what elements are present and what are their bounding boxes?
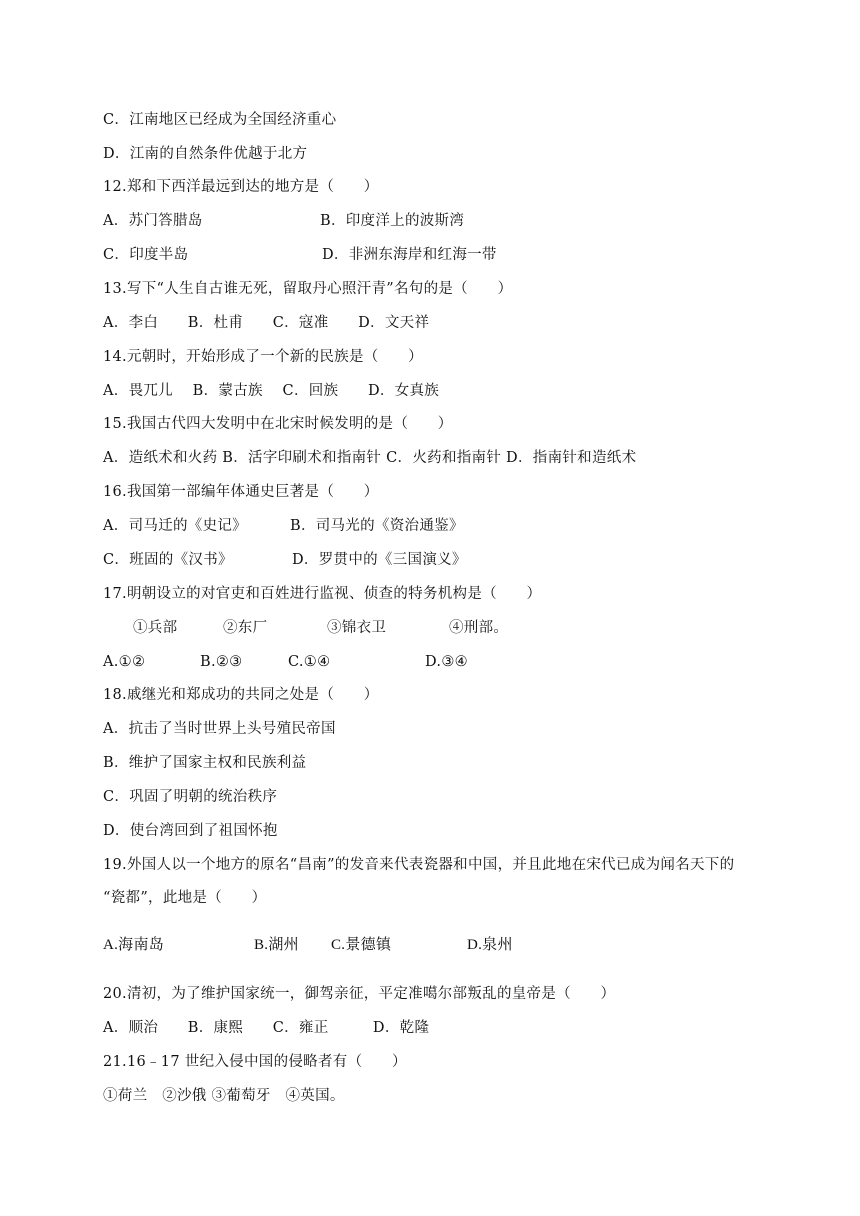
- q12-option-d: D．非洲东海岸和红海一带: [322, 247, 497, 263]
- q17-question: 17.明朝设立的对官吏和百姓进行监视、侦查的特务机构是（ ）: [103, 586, 542, 602]
- q11-option-c: C．江南地区已经成为全国经济重心: [103, 112, 337, 128]
- q13-question: 13.写下“人生自古谁无死，留取丹心照汗青”名句的是（ ）: [103, 281, 513, 297]
- q17-item-2: ②东厂: [223, 620, 268, 636]
- q15-options: A．造纸术和火药 B．活字印刷术和指南针 C．火药和指南针 D．指南针和造纸术: [103, 450, 637, 466]
- q12-option-b: B．印度洋上的波斯湾: [320, 213, 465, 229]
- q18-option-a: A．抗击了当时世界上头号殖民帝国: [103, 721, 336, 737]
- q18-option-d: D．使台湾回到了祖国怀抱: [103, 823, 278, 839]
- q16-option-b: B．司马光的《资治通鉴》: [290, 518, 464, 534]
- q14-question: 14.元朝时，开始形成了一个新的民族是（ ）: [103, 349, 423, 365]
- q16-option-d: D．罗贯中的《三国演义》: [292, 552, 467, 568]
- q19-option-d: D.泉州: [467, 937, 513, 953]
- q17-item-1: ①兵部: [133, 620, 178, 636]
- q16-option-c: C．班固的《汉书》: [103, 552, 233, 568]
- q19-question-line-2: “瓷都”，此地是（ ）: [103, 890, 267, 906]
- q19-option-a: A.海南岛: [103, 937, 165, 953]
- q21-question: 21.16﹣17 世纪入侵中国的侵略者有（ ）: [103, 1054, 407, 1070]
- q18-question: 18.戚继光和郑成功的共同之处是（ ）: [103, 687, 379, 703]
- q18-option-c: C．巩固了明朝的统治秩序: [103, 789, 278, 805]
- q17-item-3: ③锦衣卫: [327, 620, 387, 636]
- q12-option-a: A．苏门答腊岛: [103, 213, 203, 229]
- q14-options: A．畏兀儿 B．蒙古族 C．回族 D．女真族: [103, 383, 440, 399]
- q20-options: A．顺治 B．康熙 C．雍正 D．乾隆: [103, 1020, 430, 1036]
- q17-item-4: ④刑部。: [449, 620, 509, 636]
- q15-question: 15.我国古代四大发明中在北宋时候发明的是（ ）: [103, 416, 453, 432]
- q20-question: 20.清初，为了维护国家统一，御驾亲征，平定准噶尔部叛乱的皇帝是（ ）: [103, 986, 616, 1002]
- q17-option-b: B.②③: [200, 654, 243, 670]
- q17-option-c: C.①④: [288, 654, 331, 670]
- q11-option-d: D．江南的自然条件优越于北方: [103, 146, 308, 162]
- q19-question-line-1: 19.外国人以一个地方的原名“昌南”的发音来代表瓷器和中国，并且此地在宋代已成为闻名天下的: [103, 857, 735, 873]
- q12-question: 12.郑和下西洋最远到达的地方是（ ）: [103, 179, 379, 195]
- q16-option-a: A．司马迁的《史记》: [103, 518, 247, 534]
- q17-option-d: D.③④: [425, 654, 468, 670]
- q13-options: A．李白 B．杜甫 C．寇准 D．文天祥: [103, 315, 430, 331]
- q16-question: 16.我国第一部编年体通史巨著是（ ）: [103, 484, 379, 500]
- q18-option-b: B．维护了国家主权和民族利益: [103, 755, 307, 771]
- q12-option-c: C．印度半岛: [103, 247, 189, 263]
- q19-option-b: B.湖州: [254, 937, 299, 953]
- q21-items: ①荷兰 ②沙俄 ③葡萄牙 ④英国。: [103, 1088, 345, 1104]
- q17-option-a: A.①②: [103, 654, 146, 670]
- q19-option-c: C.景德镇: [331, 937, 392, 953]
